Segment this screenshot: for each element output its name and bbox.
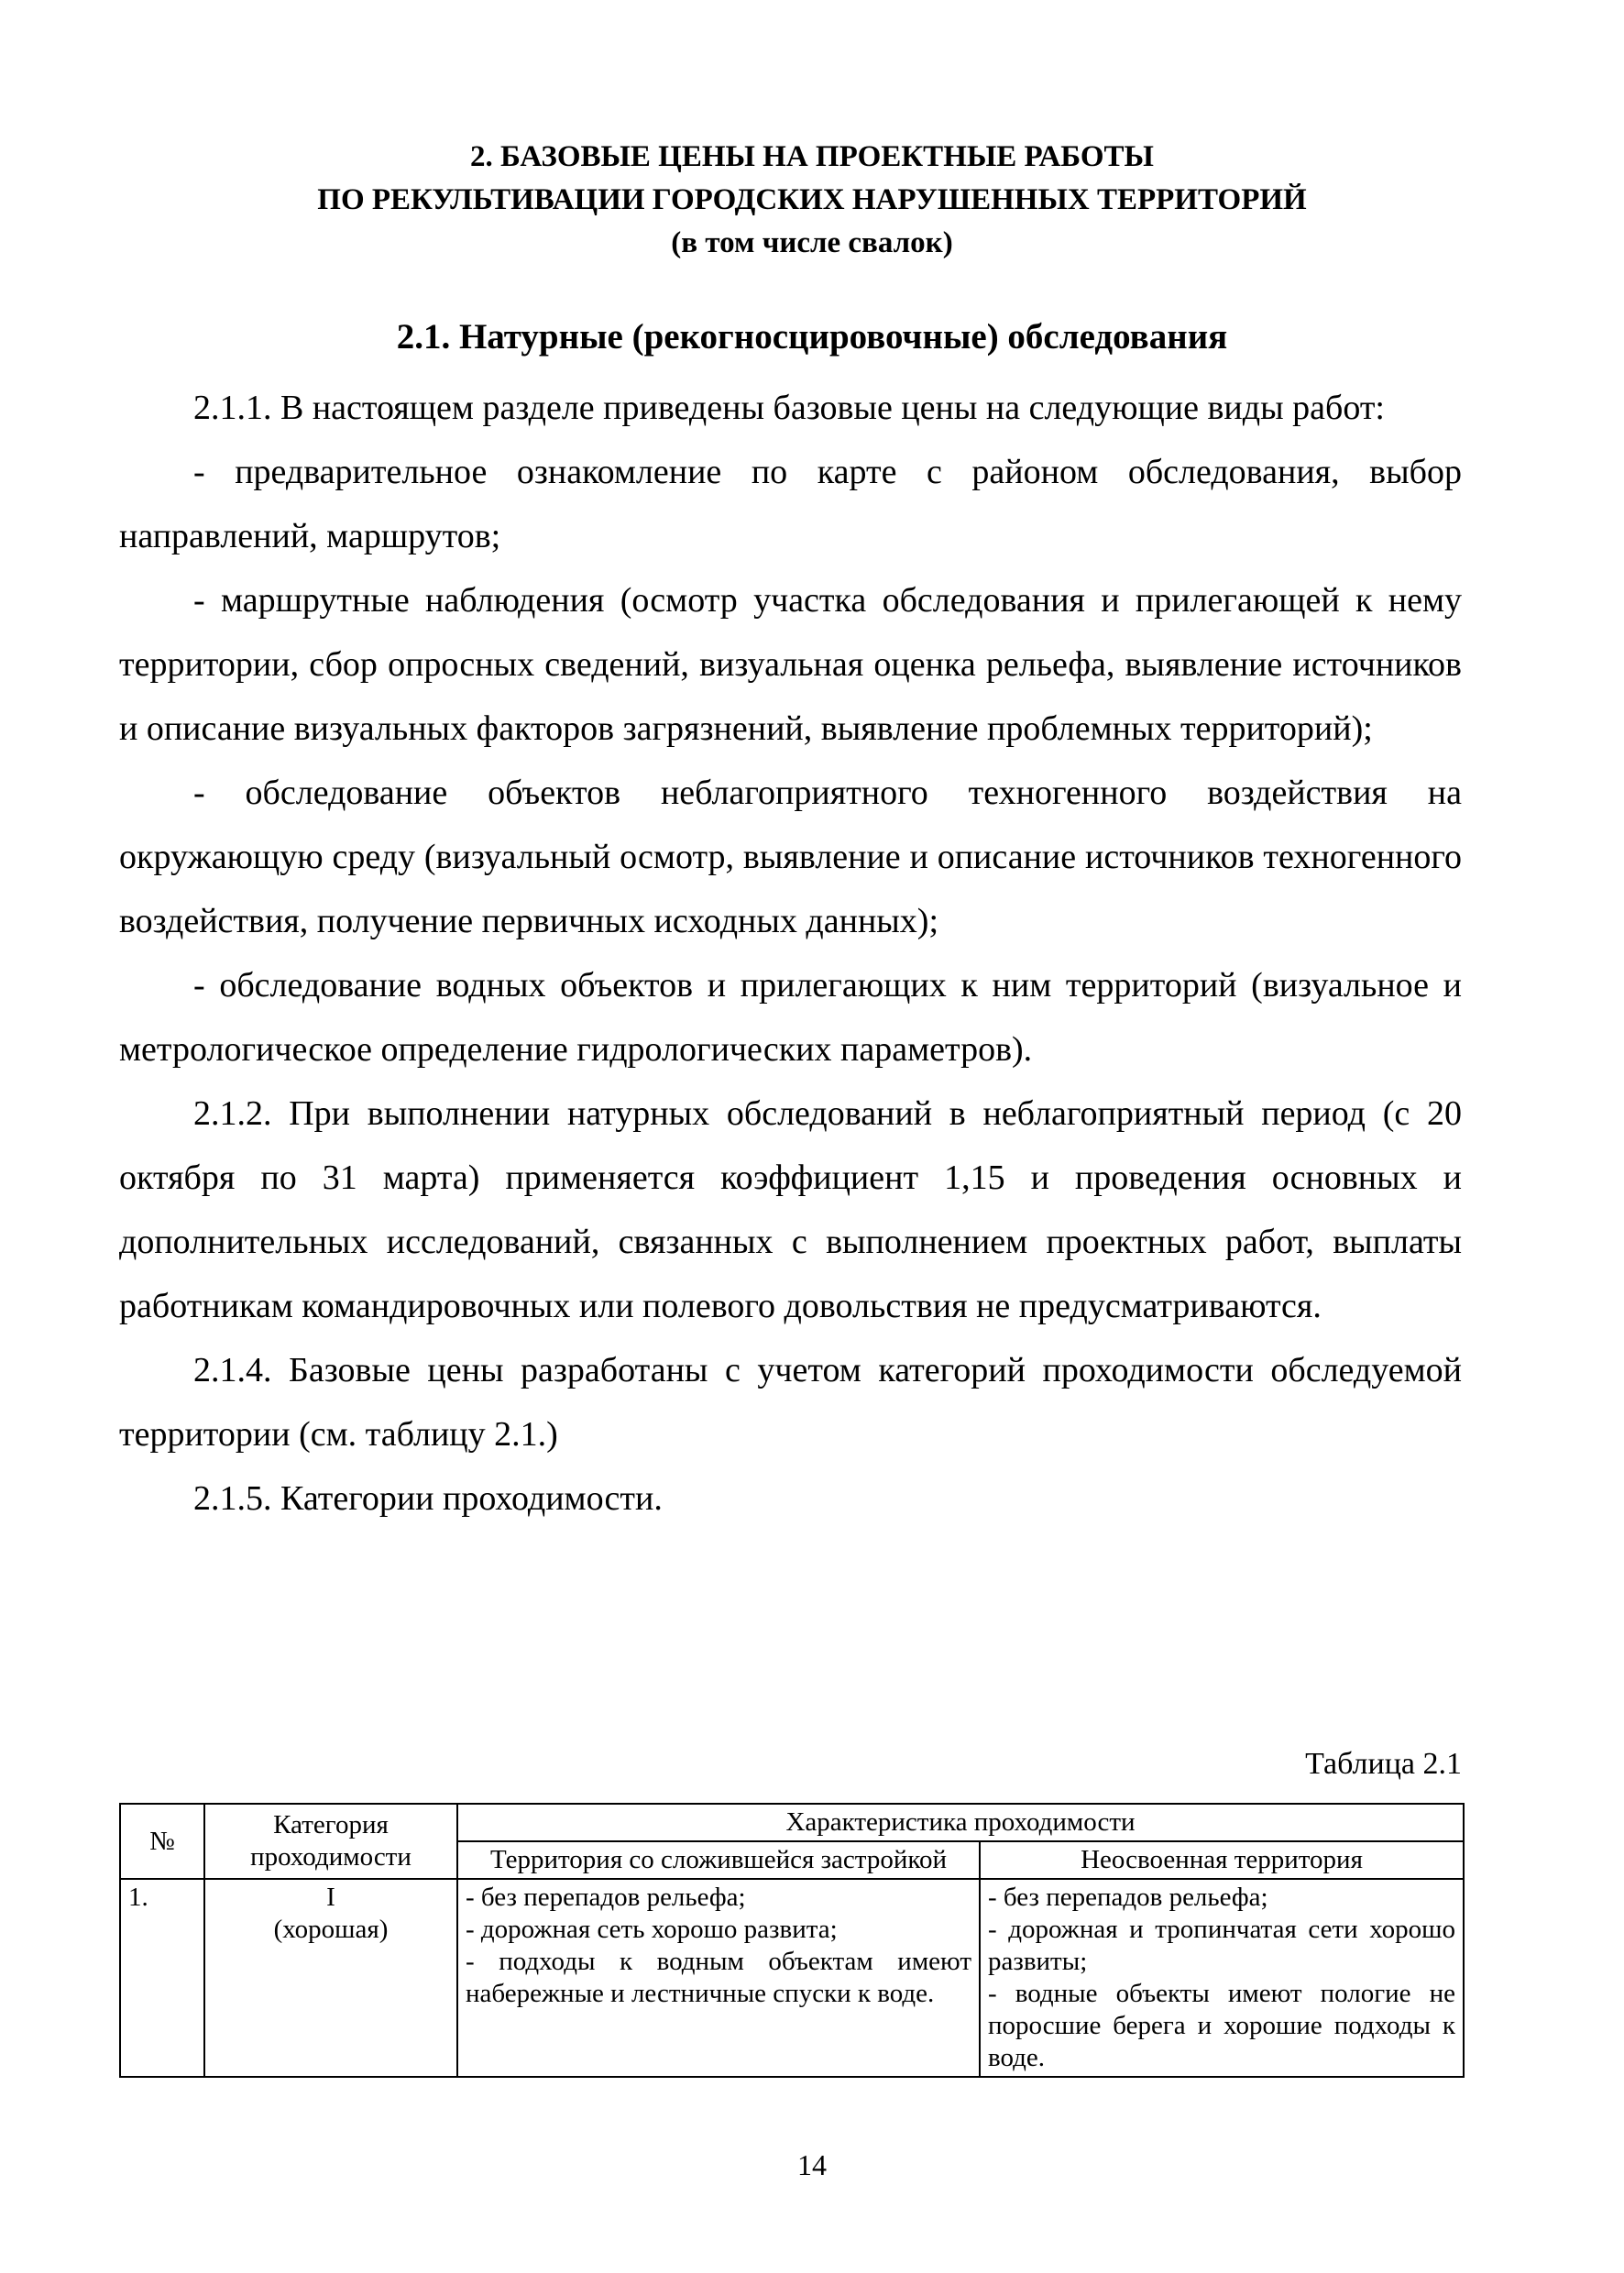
heading-line-2: ПО РЕКУЛЬТИВАЦИИ ГОРОДСКИХ НАРУШЕННЫХ ТЕРРИТОРИЙ (317, 183, 1307, 216)
undeveloped-item: - дорожная и тропинчатая сети хорошо развиты; (988, 1915, 1456, 1976)
section-heading (0, 136, 1624, 265)
cell-category (204, 1879, 457, 2077)
passability-table (119, 1803, 1465, 2078)
header-group: Характеристика проходимости (457, 1804, 1464, 1841)
paragraph: - маршрутные наблюдения (осмотр участка обследования и прилегающей к нему территории, сбор опросных сведений, визуальная оценка рельефа, выявление источников и описание визуальных факторов загрязнений, выявление проблемных территорий); (119, 581, 1462, 748)
body-text (119, 376, 1462, 1531)
cell-undeveloped (980, 1879, 1464, 2077)
header-undeveloped: Неосвоенная территория (980, 1841, 1464, 1879)
table-row (120, 1879, 1464, 2077)
header-built: Территория со сложившейся застройкой (457, 1841, 980, 1879)
undeveloped-item: - без перепадов рельефа; (988, 1883, 1268, 1912)
category-numeral: I (326, 1883, 335, 1912)
paragraph: - обследование объектов неблагоприятного техногенного воздействия на окружающую среду (визуальный осмотр, выявление и описание источников техногенного воздействия, получение первичных исходных данных); (119, 774, 1462, 940)
header-category: Категория проходимости (204, 1804, 457, 1879)
paragraph: 2.1.4. Базовые цены разработаны с учетом категорий проходимости обследуемой территории (см. таблицу 2.1.) (119, 1351, 1462, 1454)
built-item: - подходы к водным объектам имеют набережные и лестничные спуски к воде. (466, 1947, 971, 2008)
built-item: - без перепадов рельефа; (466, 1883, 746, 1912)
subsection-heading: 2.1. Натурные (рекогносцировочные) обследования (396, 317, 1228, 357)
table-header-row (120, 1804, 1464, 1841)
built-item: - дорожная сеть хорошо развита; (466, 1915, 838, 1944)
page-number: 14 (797, 2148, 827, 2181)
paragraph: 2.1.5. Категории проходимости. (193, 1479, 663, 1518)
paragraph: - предварительное ознакомление по карте с районом обследования, выбор направлений, маршрутов; (119, 453, 1462, 555)
cell-num: 1. (120, 1879, 204, 2077)
header-num: № (120, 1804, 204, 1879)
paragraph: 2.1.1. В настоящем разделе приведены базовые цены на следующие виды работ: (193, 389, 1385, 427)
category-label: (хорошая) (273, 1915, 389, 1944)
cell-built (457, 1879, 980, 2077)
heading-line-1: 2. БАЗОВЫЕ ЦЕНЫ НА ПРОЕКТНЫЕ РАБОТЫ (470, 140, 1154, 173)
heading-line-3: (в том числе свалок) (671, 226, 953, 259)
paragraph: 2.1.2. При выполнении натурных обследований в неблагоприятный период (с 20 октября по 31 марта) применяется коэффициент 1,15 и проведения основных и дополнительных исследований, связанных с выполнением проектных работ, выплаты работникам командировочных или полевого довольствия не предусматриваются. (119, 1094, 1462, 1325)
paragraph: - обследование водных объектов и прилегающих к ним территорий (визуальное и метрологическое определение гидрологических параметров). (119, 966, 1462, 1069)
table-caption: Таблица 2.1 (1305, 1747, 1462, 1781)
undeveloped-item: - водные объекты имеют пологие не поросшие берега и хорошие подходы к воде. (988, 1979, 1456, 2072)
